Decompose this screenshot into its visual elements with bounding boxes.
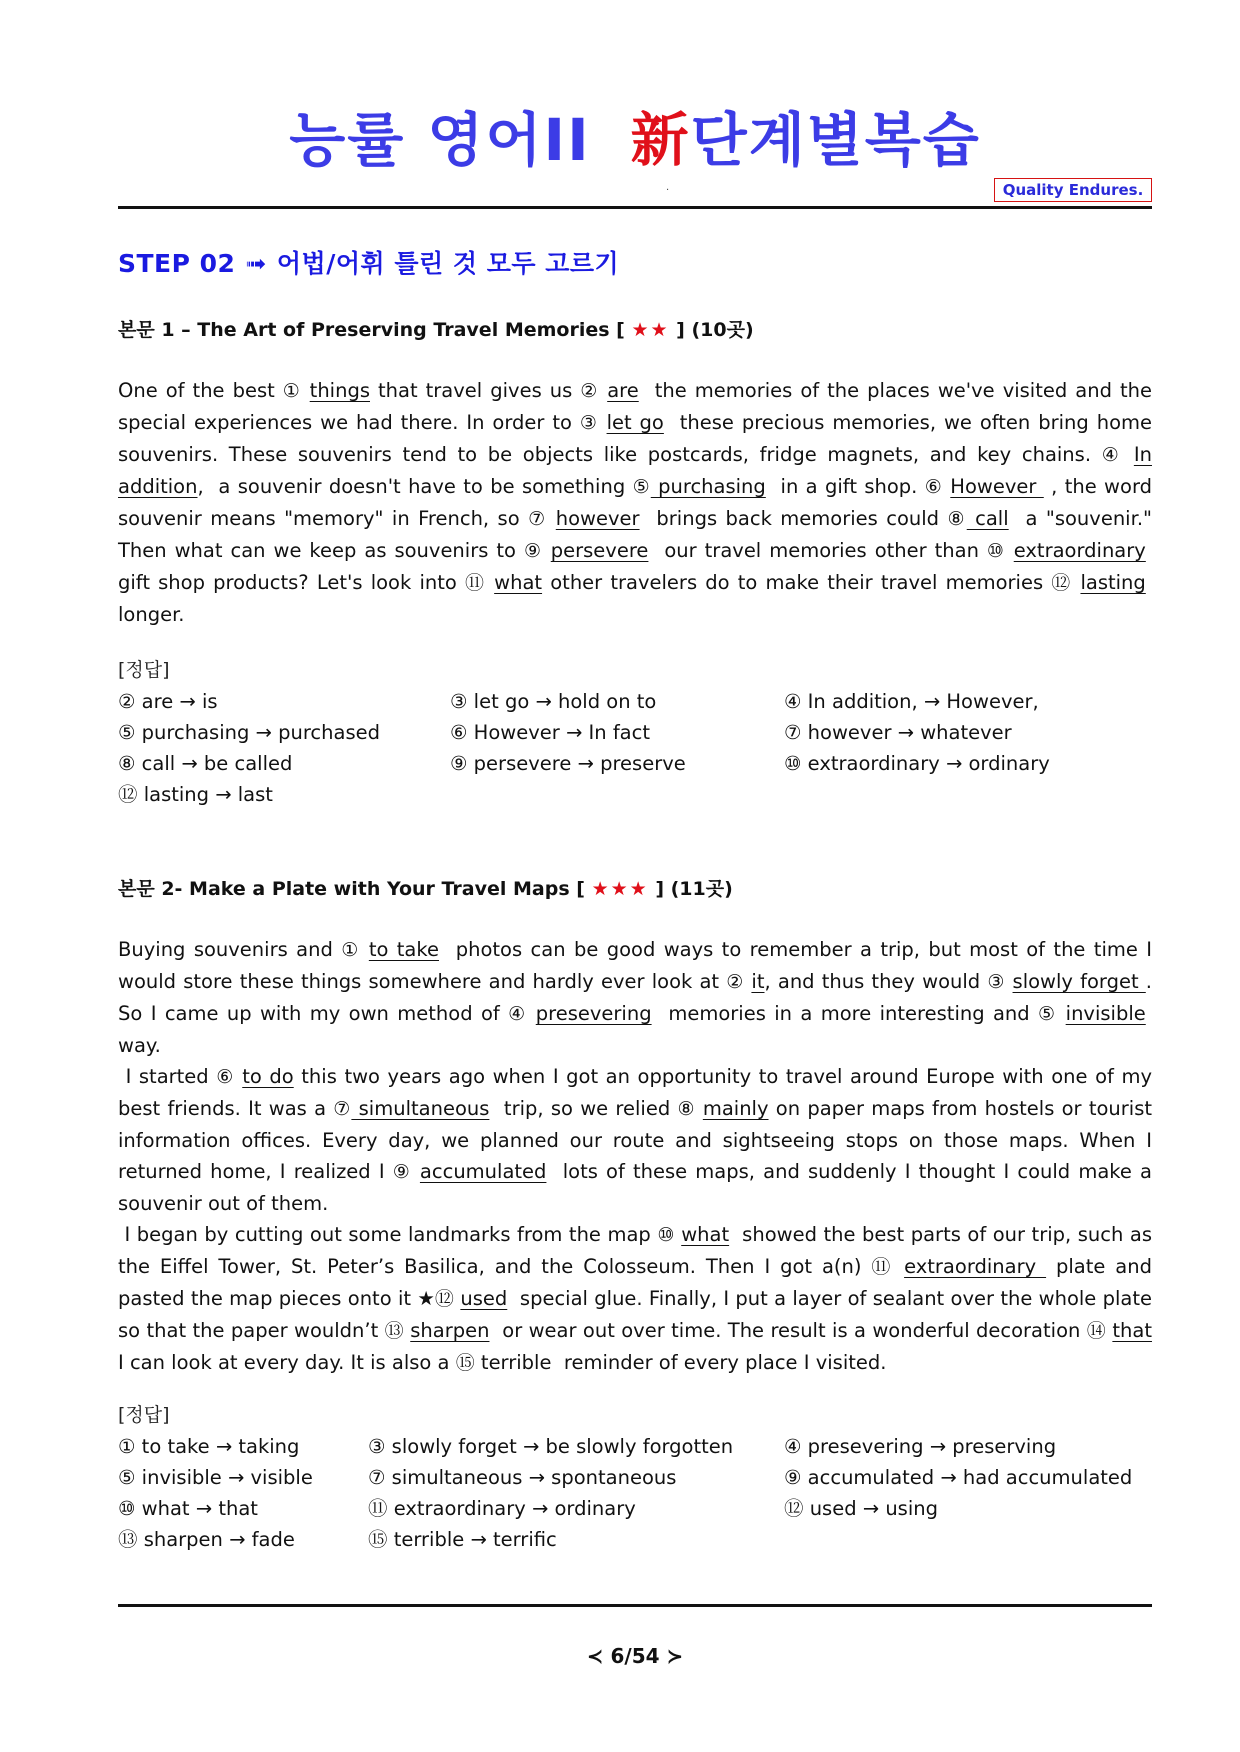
answer-item: ⑩ extraordinary → ordinary bbox=[784, 752, 1050, 775]
page-number: ≺ 6/54 ≻ bbox=[586, 1644, 684, 1668]
section2-stars-icon: ★★★ bbox=[591, 878, 649, 900]
answer-item: ⑩ what → that bbox=[118, 1497, 258, 1520]
answer-item: ⑥ However → In fact bbox=[450, 721, 650, 744]
title-part-1: 능률 영어II bbox=[289, 106, 591, 174]
step-label: STEP 02 bbox=[118, 249, 236, 278]
section2-heading-suffix: ] (11곳) bbox=[655, 878, 733, 900]
section1-passage: One of the best ① things that travel gives us ② are the memories of the places we've visited and the special experiences we had there. In order to ③ let go these precious memories, we often bring home souvenirs. These souvenirs tend to be objects like postcards, fridge magnets, and key chains. ④ In addition, a souvenir doesn't have to be something ⑤ purchasing in a gift shop. ⑥ However , the word souvenir means "memory" in French, so ⑦ however brings back memories could ⑧ call a "souvenir." Then what can we keep as souvenirs to ⑨ persevere our travel memories other than ⑩ extraordinary gift shop products? Let's look into ⑪ what other travelers do to make their travel memories ⑫ lasting longer. bbox=[118, 379, 1153, 626]
answer-item: ④ presevering → preserving bbox=[784, 1435, 1057, 1458]
answer-item: ④ In addition, → However, bbox=[784, 690, 1039, 713]
section2-heading bbox=[118, 874, 733, 901]
header-divider bbox=[118, 206, 1152, 209]
step-title: 어법/어휘 틀린 것 모두 고르기 bbox=[276, 249, 620, 278]
answer-item: ① to take → taking bbox=[118, 1435, 300, 1458]
answer-item: ③ let go → hold on to bbox=[450, 690, 657, 713]
answer-item: ⑨ accumulated → had accumulated bbox=[784, 1466, 1133, 1489]
section1-heading-suffix: ] (10곳) bbox=[676, 319, 754, 341]
answer-item: ⑫ used → using bbox=[784, 1497, 939, 1520]
answer-item: ⑬ sharpen → fade bbox=[118, 1528, 295, 1551]
section2-passage: Buying souvenirs and ① to take photos can be good ways to remember a trip, but most of the time I would store these things somewhere and hardly ever look at ② it, and thus they would ③ slowly forget . So I came up with my own method of ④ presevering memories in a more interesting and ⑤ invisible way. I started ⑥ to do this two years ago when I got an opportunity to travel around Europe with one of my best friends. It was a ⑦ simultaneous trip, so we relied ⑧ mainly on paper maps from hostels or tourist information offices. Every day, we planned our route and sightseeing stops on those maps. When I returned home, I realized I ⑨ accumulated lots of these maps, and suddenly I thought I could make a souvenir out of them. I began by cutting out some landmarks from the map ⑩ what showed the best parts of our trip, such as the Eiffel Tower, St. Peter’s Basilica, and the Colosseum. Then I got a(n) ⑪ extraordinary plate and pasted the map pieces onto it ★⑫ used special glue. Finally, I put a layer of sealant over the whole plate so that the paper wouldn’t ⑬ sharpen or wear out over time. The result is a wonderful decoration ⑭ that I can look at every day. It is also a ⑮ terrible reminder of every place I visited. bbox=[118, 938, 1152, 1374]
answer-item: ⑦ however → whatever bbox=[784, 721, 1012, 744]
section2-answers-label: [정답] bbox=[118, 1404, 170, 1426]
section2-heading-prefix: 본문 2- Make a Plate with Your Travel Maps [ bbox=[118, 878, 585, 900]
section1-heading bbox=[118, 315, 754, 342]
answer-item: ⑪ extraordinary → ordinary bbox=[368, 1497, 636, 1520]
answer-item: ⑤ purchasing → purchased bbox=[118, 721, 380, 744]
answer-item: ⑫ lasting → last bbox=[118, 783, 273, 806]
answer-item: ③ slowly forget → be slowly forgotten bbox=[368, 1435, 734, 1458]
section1-stars-icon: ★★ bbox=[631, 319, 670, 341]
answer-item: ⑮ terrible → terrific bbox=[368, 1528, 557, 1551]
step-heading bbox=[118, 244, 619, 280]
title-part-2: 新 bbox=[630, 106, 691, 174]
title-part-3: 단계별복습 bbox=[690, 106, 981, 174]
answer-item: ② are → is bbox=[118, 690, 218, 713]
section1-answers-label: [정답] bbox=[118, 659, 170, 681]
answer-item: ⑦ simultaneous → spontaneous bbox=[368, 1466, 677, 1489]
page-title bbox=[118, 108, 1152, 172]
step-arrow-icon: ➟ bbox=[245, 249, 267, 278]
section1-heading-prefix: 본문 1 – The Art of Preserving Travel Memories [ bbox=[118, 319, 625, 341]
quality-badge: Quality Endures. bbox=[994, 178, 1152, 202]
header-dot: . bbox=[666, 182, 670, 193]
answer-item: ⑧ call → be called bbox=[118, 752, 293, 775]
answer-item: ⑨ persevere → preserve bbox=[450, 752, 686, 775]
answer-item: ⑤ invisible → visible bbox=[118, 1466, 313, 1489]
footer-divider bbox=[118, 1604, 1152, 1607]
